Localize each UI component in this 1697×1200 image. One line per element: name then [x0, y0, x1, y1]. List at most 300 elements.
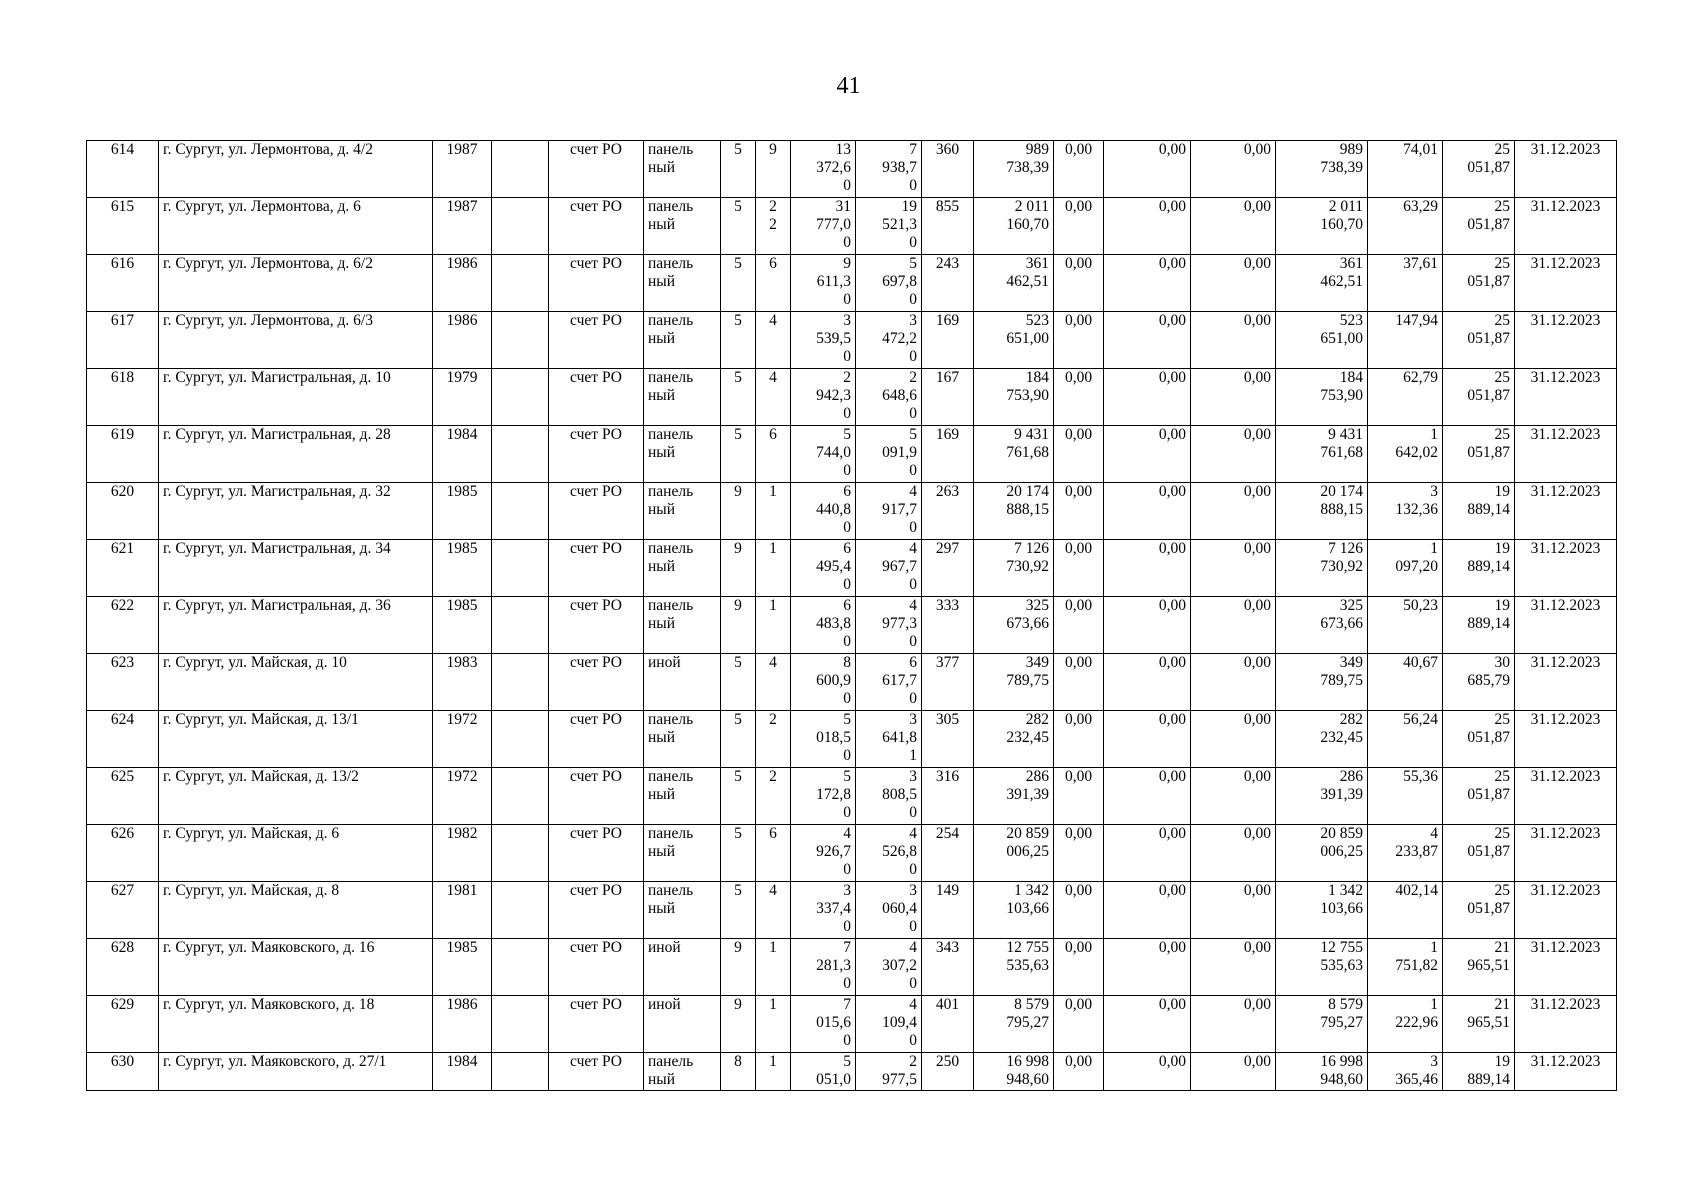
cell-planned-date	[1515, 141, 1617, 198]
cell-cost-local-text: 0,00	[1243, 597, 1271, 614]
cell-max-unit-cost	[1443, 768, 1515, 825]
cell-cost-regional	[1104, 540, 1191, 597]
cell-cost-local-text: 0,00	[1243, 711, 1271, 728]
table-row	[87, 711, 1617, 768]
cell-fund-method-text: счет РО	[570, 654, 622, 671]
cell-entrances-text: 1	[769, 1053, 777, 1070]
cell-row-number-text: 620	[110, 483, 135, 500]
cell-floors	[721, 141, 756, 198]
cell-cost-federal-text: 0,00	[1064, 312, 1093, 329]
cell-area-living-text: 4 967,7 0	[882, 540, 917, 593]
cell-cost-total	[974, 369, 1054, 426]
table-row	[87, 1053, 1617, 1091]
cell-max-unit-cost-text: 25 051,87	[1467, 882, 1510, 917]
cell-residents	[922, 1053, 974, 1091]
cell-floors-text: 9	[734, 597, 742, 614]
cell-area-living	[856, 540, 922, 597]
cell-residents-text: 169	[935, 426, 960, 443]
cell-wall-material	[644, 939, 721, 996]
cell-cost-federal-text: 0,00	[1064, 540, 1093, 557]
cell-wall-material	[644, 312, 721, 369]
cell-residents-text: 360	[935, 141, 960, 158]
cell-wall-material	[644, 426, 721, 483]
cell-year-built-text: 1982	[446, 825, 478, 842]
cell-wall-material-text: иной	[648, 939, 681, 956]
cell-wall-material	[644, 825, 721, 882]
cell-floors-text: 5	[734, 882, 742, 899]
cell-cost-owners	[1276, 711, 1368, 768]
cell-row-number-text: 619	[110, 426, 135, 443]
cell-wall-material	[644, 1053, 721, 1091]
cell-year-built	[433, 768, 492, 825]
cell-planned-date-text: 31.12.2023	[1530, 1053, 1601, 1070]
cell-cost-total-text: 349 789,75	[1006, 654, 1049, 689]
cell-wall-material	[644, 141, 721, 198]
cell-unit-cost	[1368, 255, 1443, 312]
cell-max-unit-cost-text: 25 051,87	[1467, 312, 1510, 347]
cell-area-total	[791, 141, 856, 198]
cell-cost-regional-text: 0,00	[1158, 654, 1186, 671]
cell-planned-date-text: 31.12.2023	[1530, 654, 1601, 671]
cell-entrances	[756, 939, 791, 996]
cell-area-living	[856, 141, 922, 198]
cell-wall-material	[644, 369, 721, 426]
cell-cost-owners-text: 20 174 888,15	[1320, 483, 1363, 518]
cell-floors	[721, 312, 756, 369]
cell-cost-local	[1191, 996, 1276, 1053]
cell-floors	[721, 597, 756, 654]
cell-address-text: г. Сургут, ул. Магистральная, д. 34	[163, 540, 391, 557]
cell-cost-total-text: 8 579 795,27	[1006, 996, 1049, 1031]
cell-wall-material-text: панель ный	[648, 882, 694, 917]
cell-row-number	[87, 654, 159, 711]
cell-area-total-text: 6 440,8 0	[816, 483, 851, 536]
cell-planned-date	[1515, 255, 1617, 312]
cell-area-living	[856, 369, 922, 426]
cell-cost-regional	[1104, 654, 1191, 711]
cell-entrances-text: 4	[769, 312, 777, 329]
cell-entrances-text: 1	[769, 597, 777, 614]
cell-residents-text: 333	[935, 597, 960, 614]
cell-cost-owners-text: 282 232,45	[1320, 711, 1363, 746]
cell-year-built	[433, 540, 492, 597]
cell-entrances	[756, 540, 791, 597]
cell-area-living-text: 5 697,8 0	[882, 255, 917, 308]
cell-row-number	[87, 141, 159, 198]
cell-floors-text: 5	[734, 255, 742, 272]
cell-residents	[922, 882, 974, 939]
cell-cost-total	[974, 654, 1054, 711]
cell-max-unit-cost-text: 21 965,51	[1467, 939, 1510, 974]
cell-cost-regional	[1104, 882, 1191, 939]
cell-cost-local	[1191, 198, 1276, 255]
cell-unit-cost-text: 63,29	[1403, 198, 1438, 215]
cell-entrances	[756, 597, 791, 654]
cell-year-built-text: 1986	[446, 996, 478, 1013]
cell-cost-local-text: 0,00	[1243, 198, 1271, 215]
cell-cost-federal-text: 0,00	[1064, 255, 1093, 272]
cell-cost-regional	[1104, 483, 1191, 540]
cell-fund-method	[549, 711, 644, 768]
cell-unit-cost-text: 37,61	[1403, 255, 1438, 272]
cell-entrances	[756, 312, 791, 369]
cell-unit-cost	[1368, 882, 1443, 939]
cell-empty	[492, 255, 549, 312]
cell-cost-regional-text: 0,00	[1158, 996, 1186, 1013]
cell-entrances-text: 4	[769, 882, 777, 899]
cell-year-built	[433, 825, 492, 882]
cell-row-number-text: 625	[110, 768, 135, 785]
cell-wall-material-text: панель ный	[648, 768, 694, 803]
cell-fund-method	[549, 768, 644, 825]
cell-address-text: г. Сургут, ул. Маяковского, д. 27/1	[163, 1053, 387, 1070]
cell-unit-cost-text: 4 233,87	[1395, 825, 1438, 860]
cell-wall-material-text: иной	[648, 996, 681, 1013]
cell-cost-regional-text: 0,00	[1158, 540, 1186, 557]
cell-residents-text: 855	[935, 198, 960, 215]
cell-fund-method	[549, 141, 644, 198]
cell-cost-owners-text: 8 579 795,27	[1320, 996, 1363, 1031]
cell-cost-regional-text: 0,00	[1158, 939, 1186, 956]
cell-cost-regional-text: 0,00	[1158, 711, 1186, 728]
cell-cost-federal	[1054, 369, 1104, 426]
cell-floors-text: 5	[734, 426, 742, 443]
cell-area-living-text: 5 091,9 0	[882, 426, 917, 479]
cell-row-number-text: 626	[110, 825, 135, 842]
cell-wall-material	[644, 768, 721, 825]
cell-cost-total	[974, 426, 1054, 483]
cell-cost-local-text: 0,00	[1243, 141, 1271, 158]
cell-cost-federal-text: 0,00	[1064, 654, 1093, 671]
table-row	[87, 996, 1617, 1053]
cell-wall-material-text: панель ный	[648, 825, 694, 860]
cell-floors	[721, 1053, 756, 1091]
cell-row-number-text: 621	[110, 540, 135, 557]
cell-cost-local	[1191, 540, 1276, 597]
cell-row-number-text: 614	[110, 141, 135, 158]
cell-planned-date-text: 31.12.2023	[1530, 141, 1601, 158]
cell-cost-local-text: 0,00	[1243, 882, 1271, 899]
table-row	[87, 255, 1617, 312]
cell-row-number-text: 624	[110, 711, 135, 728]
cell-cost-federal-text: 0,00	[1064, 426, 1093, 443]
cell-cost-regional	[1104, 996, 1191, 1053]
cell-residents-text: 305	[935, 711, 960, 728]
cell-residents	[922, 711, 974, 768]
cell-cost-total	[974, 597, 1054, 654]
cell-cost-federal-text: 0,00	[1064, 198, 1093, 215]
cell-cost-total-text: 9 431 761,68	[1006, 426, 1049, 461]
cell-cost-local-text: 0,00	[1243, 996, 1271, 1013]
cell-wall-material-text: панель ный	[648, 369, 694, 404]
cell-cost-total-text: 184 753,90	[1006, 369, 1049, 404]
cell-area-total	[791, 597, 856, 654]
page-number: 41	[836, 73, 861, 99]
cell-cost-owners-text: 349 789,75	[1320, 654, 1363, 689]
cell-cost-federal-text: 0,00	[1064, 996, 1093, 1013]
cell-cost-regional-text: 0,00	[1158, 312, 1186, 329]
cell-floors-text: 9	[734, 483, 742, 500]
cell-planned-date-text: 31.12.2023	[1530, 369, 1601, 386]
cell-wall-material-text: панель ный	[648, 483, 694, 518]
cell-year-built-text: 1972	[446, 711, 478, 728]
cell-cost-total	[974, 540, 1054, 597]
cell-area-living-text: 7 938,7 0	[882, 141, 917, 194]
cell-cost-regional-text: 0,00	[1158, 426, 1186, 443]
cell-max-unit-cost	[1443, 825, 1515, 882]
cell-cost-local	[1191, 312, 1276, 369]
cell-residents-text: 167	[935, 369, 960, 386]
cell-row-number	[87, 369, 159, 426]
cell-area-total-text: 6 495,4 0	[816, 540, 851, 593]
cell-unit-cost	[1368, 312, 1443, 369]
cell-floors	[721, 369, 756, 426]
cell-area-total-text: 3 539,5 0	[816, 312, 851, 365]
cell-wall-material	[644, 198, 721, 255]
cell-cost-federal	[1054, 996, 1104, 1053]
cell-unit-cost-text: 62,79	[1403, 369, 1438, 386]
cell-unit-cost	[1368, 198, 1443, 255]
cell-address-text: г. Сургут, ул. Лермонтова, д. 4/2	[163, 141, 373, 158]
cell-unit-cost	[1368, 483, 1443, 540]
cell-cost-regional-text: 0,00	[1158, 825, 1186, 842]
cell-cost-total	[974, 996, 1054, 1053]
cell-year-built	[433, 141, 492, 198]
table-row	[87, 882, 1617, 939]
cell-unit-cost-text: 402,14	[1395, 882, 1438, 899]
cell-empty	[492, 198, 549, 255]
cell-floors	[721, 825, 756, 882]
cell-planned-date-text: 31.12.2023	[1530, 825, 1601, 842]
cell-cost-regional-text: 0,00	[1158, 1053, 1186, 1070]
cell-cost-local-text: 0,00	[1243, 825, 1271, 842]
cell-wall-material	[644, 882, 721, 939]
cell-fund-method-text: счет РО	[570, 939, 622, 956]
cell-planned-date-text: 31.12.2023	[1530, 198, 1601, 215]
cell-fund-method	[549, 654, 644, 711]
cell-cost-federal-text: 0,00	[1064, 825, 1093, 842]
cell-area-total-text: 4 926,7 0	[816, 825, 851, 878]
cell-unit-cost-text: 56,24	[1403, 711, 1438, 728]
cell-floors	[721, 198, 756, 255]
cell-area-total	[791, 654, 856, 711]
cell-year-built-text: 1981	[446, 882, 478, 899]
cell-cost-regional	[1104, 711, 1191, 768]
cell-planned-date	[1515, 654, 1617, 711]
cell-area-living	[856, 939, 922, 996]
cell-entrances-text: 2	[769, 768, 777, 785]
cell-address	[159, 768, 433, 825]
cell-cost-federal-text: 0,00	[1064, 597, 1093, 614]
cell-planned-date	[1515, 426, 1617, 483]
cell-area-total-text: 7 281,3 0	[816, 939, 851, 992]
cell-address-text: г. Сургут, ул. Лермонтова, д. 6/2	[163, 255, 373, 272]
cell-fund-method	[549, 198, 644, 255]
cell-floors-text: 5	[734, 711, 742, 728]
cell-planned-date-text: 31.12.2023	[1530, 996, 1601, 1013]
cell-year-built	[433, 1053, 492, 1091]
cell-cost-owners-text: 523 651,00	[1320, 312, 1363, 347]
cell-cost-regional	[1104, 255, 1191, 312]
cell-row-number	[87, 996, 159, 1053]
cell-address-text: г. Сургут, ул. Магистральная, д. 32	[163, 483, 391, 500]
cell-max-unit-cost	[1443, 882, 1515, 939]
cell-entrances-text: 4	[769, 369, 777, 386]
cell-entrances	[756, 426, 791, 483]
cell-cost-owners	[1276, 483, 1368, 540]
cell-residents	[922, 369, 974, 426]
cell-year-built	[433, 882, 492, 939]
cell-year-built-text: 1987	[446, 141, 478, 158]
cell-wall-material-text: панель ный	[648, 711, 694, 746]
cell-cost-total-text: 282 232,45	[1006, 711, 1049, 746]
cell-floors	[721, 768, 756, 825]
cell-cost-owners	[1276, 540, 1368, 597]
cell-floors	[721, 939, 756, 996]
cell-planned-date	[1515, 369, 1617, 426]
cell-address	[159, 597, 433, 654]
cell-fund-method-text: счет РО	[570, 711, 622, 728]
cell-floors	[721, 654, 756, 711]
cell-entrances	[756, 1053, 791, 1091]
cell-address	[159, 939, 433, 996]
cell-fund-method	[549, 825, 644, 882]
cell-cost-local-text: 0,00	[1243, 255, 1271, 272]
cell-cost-local	[1191, 426, 1276, 483]
cell-cost-owners	[1276, 198, 1368, 255]
cell-area-total	[791, 825, 856, 882]
cell-planned-date-text: 31.12.2023	[1530, 768, 1601, 785]
cell-year-built	[433, 654, 492, 711]
cell-area-living	[856, 312, 922, 369]
cell-cost-owners	[1276, 597, 1368, 654]
cell-wall-material	[644, 654, 721, 711]
cell-fund-method-text: счет РО	[570, 198, 622, 215]
cell-row-number	[87, 597, 159, 654]
cell-year-built-text: 1985	[446, 939, 478, 956]
cell-address	[159, 141, 433, 198]
cell-residents	[922, 939, 974, 996]
cell-cost-owners-text: 7 126 730,92	[1320, 540, 1363, 575]
cell-area-total	[791, 426, 856, 483]
cell-floors-text: 5	[734, 312, 742, 329]
cell-cost-total	[974, 825, 1054, 882]
cell-entrances	[756, 483, 791, 540]
cell-wall-material	[644, 711, 721, 768]
cell-residents	[922, 540, 974, 597]
cell-area-total-text: 13 372,6 0	[816, 141, 851, 194]
cell-row-number	[87, 483, 159, 540]
cell-cost-total-text: 7 126 730,92	[1006, 540, 1049, 575]
cell-max-unit-cost	[1443, 1053, 1515, 1091]
cell-cost-total	[974, 939, 1054, 996]
cell-fund-method-text: счет РО	[570, 825, 622, 842]
cell-entrances-text: 4	[769, 654, 777, 671]
cell-entrances	[756, 996, 791, 1053]
cell-max-unit-cost	[1443, 939, 1515, 996]
cell-year-built-text: 1984	[446, 1053, 478, 1070]
cell-cost-owners	[1276, 369, 1368, 426]
cell-area-living	[856, 483, 922, 540]
cell-planned-date-text: 31.12.2023	[1530, 426, 1601, 443]
cell-residents	[922, 597, 974, 654]
cell-cost-owners-text: 20 859 006,25	[1320, 825, 1363, 860]
cell-address-text: г. Сургут, ул. Маяковского, д. 16	[163, 939, 375, 956]
cell-row-number-text: 616	[110, 255, 135, 272]
cell-entrances	[756, 882, 791, 939]
cell-cost-regional	[1104, 768, 1191, 825]
cell-wall-material-text: панель ный	[648, 255, 694, 290]
cell-floors	[721, 255, 756, 312]
cell-address	[159, 426, 433, 483]
cell-area-living-text: 4 109,4 0	[882, 996, 917, 1049]
cell-cost-federal	[1054, 540, 1104, 597]
cell-year-built-text: 1979	[446, 369, 478, 386]
cell-max-unit-cost	[1443, 312, 1515, 369]
cell-cost-federal-text: 0,00	[1064, 141, 1093, 158]
cell-entrances	[756, 255, 791, 312]
cell-max-unit-cost-text: 21 965,51	[1467, 996, 1510, 1031]
cell-empty	[492, 312, 549, 369]
cell-fund-method	[549, 540, 644, 597]
cell-cost-owners-text: 16 998 948,60	[1320, 1053, 1363, 1088]
cell-cost-total	[974, 711, 1054, 768]
cell-planned-date-text: 31.12.2023	[1530, 540, 1601, 557]
cell-area-living-text: 4 526,8 0	[882, 825, 917, 878]
cell-year-built	[433, 426, 492, 483]
cell-planned-date-text: 31.12.2023	[1530, 312, 1601, 329]
cell-entrances	[756, 768, 791, 825]
cell-row-number-text: 630	[110, 1053, 135, 1070]
cell-address	[159, 540, 433, 597]
cell-unit-cost	[1368, 1053, 1443, 1091]
cell-fund-method-text: счет РО	[570, 1053, 622, 1070]
cell-cost-regional-text: 0,00	[1158, 255, 1186, 272]
cell-area-living-text: 3 060,4 0	[882, 882, 917, 935]
table-row	[87, 540, 1617, 597]
cell-unit-cost	[1368, 654, 1443, 711]
cell-unit-cost-text: 55,36	[1403, 768, 1438, 785]
cell-cost-owners	[1276, 426, 1368, 483]
cell-area-living-text: 2 977,5	[882, 1053, 917, 1088]
cell-fund-method	[549, 255, 644, 312]
cell-cost-total-text: 361 462,51	[1006, 255, 1049, 290]
cell-max-unit-cost	[1443, 597, 1515, 654]
cell-row-number-text: 629	[110, 996, 135, 1013]
cell-area-living	[856, 255, 922, 312]
cell-cost-total-text: 2 011 160,70	[1006, 198, 1049, 233]
cell-cost-federal-text: 0,00	[1064, 483, 1093, 500]
cell-cost-owners	[1276, 882, 1368, 939]
cell-planned-date	[1515, 483, 1617, 540]
cell-year-built-text: 1987	[446, 198, 478, 215]
cell-cost-regional-text: 0,00	[1158, 141, 1186, 158]
cell-row-number	[87, 255, 159, 312]
cell-cost-total	[974, 882, 1054, 939]
cell-address-text: г. Сургут, ул. Майская, д. 13/2	[163, 768, 359, 785]
cell-wall-material-text: панель ный	[648, 540, 694, 575]
cell-row-number	[87, 882, 159, 939]
cell-max-unit-cost-text: 25 051,87	[1467, 141, 1510, 176]
cell-year-built	[433, 597, 492, 654]
cell-entrances-text: 6	[769, 426, 777, 443]
cell-cost-owners	[1276, 996, 1368, 1053]
cell-cost-local	[1191, 597, 1276, 654]
cell-floors-text: 9	[734, 996, 742, 1013]
cell-cost-regional	[1104, 141, 1191, 198]
cell-address	[159, 825, 433, 882]
cell-address-text: г. Сургут, ул. Лермонтова, д. 6	[163, 198, 361, 215]
